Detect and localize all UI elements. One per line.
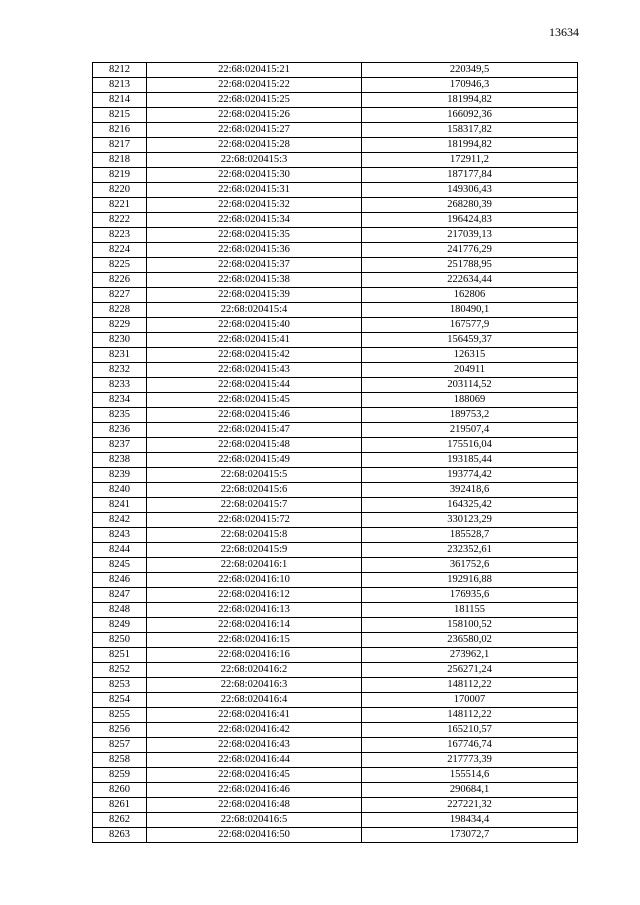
cadastral-number-cell: 22:68:020415:25 bbox=[147, 93, 362, 108]
row-number-cell: 8234 bbox=[93, 393, 147, 408]
cadastral-number-cell: 22:68:020415:46 bbox=[147, 408, 362, 423]
cadastral-number-cell: 22:68:020416:4 bbox=[147, 693, 362, 708]
table-row bbox=[93, 588, 578, 603]
table-row bbox=[93, 378, 578, 393]
row-number-cell: 8255 bbox=[93, 708, 147, 723]
table-row bbox=[93, 348, 578, 363]
row-number-cell: 8229 bbox=[93, 318, 147, 333]
row-number-cell: 8259 bbox=[93, 768, 147, 783]
table-row bbox=[93, 678, 578, 693]
table-row bbox=[93, 828, 578, 843]
cadastral-number-cell: 22:68:020416:14 bbox=[147, 618, 362, 633]
cadastral-number-cell: 22:68:020416:1 bbox=[147, 558, 362, 573]
value-cell: 204911 bbox=[362, 363, 578, 378]
value-cell: 217773,39 bbox=[362, 753, 578, 768]
value-cell: 181155 bbox=[362, 603, 578, 618]
table-row bbox=[93, 243, 578, 258]
value-cell: 251788,95 bbox=[362, 258, 578, 273]
row-number-cell: 8243 bbox=[93, 528, 147, 543]
row-number-cell: 8253 bbox=[93, 678, 147, 693]
table-row bbox=[93, 228, 578, 243]
table-row bbox=[93, 483, 578, 498]
row-number-cell: 8241 bbox=[93, 498, 147, 513]
value-cell: 222634,44 bbox=[362, 273, 578, 288]
row-number-cell: 8217 bbox=[93, 138, 147, 153]
row-number-cell: 8262 bbox=[93, 813, 147, 828]
table-row bbox=[93, 318, 578, 333]
value-cell: 217039,13 bbox=[362, 228, 578, 243]
value-cell: 172911,2 bbox=[362, 153, 578, 168]
row-number-cell: 8222 bbox=[93, 213, 147, 228]
table-row bbox=[93, 768, 578, 783]
cadastral-number-cell: 22:68:020416:41 bbox=[147, 708, 362, 723]
cadastral-number-cell: 22:68:020415:44 bbox=[147, 378, 362, 393]
table-row bbox=[93, 708, 578, 723]
value-cell: 361752,6 bbox=[362, 558, 578, 573]
row-number-cell: 8221 bbox=[93, 198, 147, 213]
value-cell: 290684,1 bbox=[362, 783, 578, 798]
table-row bbox=[93, 513, 578, 528]
value-cell: 189753,2 bbox=[362, 408, 578, 423]
cadastral-number-cell: 22:68:020415:47 bbox=[147, 423, 362, 438]
table-row bbox=[93, 738, 578, 753]
cadastral-number-cell: 22:68:020415:3 bbox=[147, 153, 362, 168]
value-cell: 149306,43 bbox=[362, 183, 578, 198]
row-number-cell: 8239 bbox=[93, 468, 147, 483]
value-cell: 126315 bbox=[362, 348, 578, 363]
row-number-cell: 8244 bbox=[93, 543, 147, 558]
row-number-cell: 8261 bbox=[93, 798, 147, 813]
cadastral-number-cell: 22:68:020416:48 bbox=[147, 798, 362, 813]
value-cell: 155514,6 bbox=[362, 768, 578, 783]
table-row bbox=[93, 393, 578, 408]
cadastral-number-cell: 22:68:020416:2 bbox=[147, 663, 362, 678]
table-row bbox=[93, 423, 578, 438]
value-cell: 167577,9 bbox=[362, 318, 578, 333]
value-cell: 392418,6 bbox=[362, 483, 578, 498]
row-number-cell: 8238 bbox=[93, 453, 147, 468]
table-row bbox=[93, 558, 578, 573]
value-cell: 175516,04 bbox=[362, 438, 578, 453]
table-row bbox=[93, 438, 578, 453]
cadastral-number-cell: 22:68:020415:26 bbox=[147, 108, 362, 123]
table-row bbox=[93, 453, 578, 468]
cadastral-number-cell: 22:68:020415:49 bbox=[147, 453, 362, 468]
row-number-cell: 8258 bbox=[93, 753, 147, 768]
value-cell: 148112,22 bbox=[362, 678, 578, 693]
cadastral-number-cell: 22:68:020415:28 bbox=[147, 138, 362, 153]
row-number-cell: 8230 bbox=[93, 333, 147, 348]
value-cell: 193774,42 bbox=[362, 468, 578, 483]
value-cell: 256271,24 bbox=[362, 663, 578, 678]
value-cell: 196424,83 bbox=[362, 213, 578, 228]
table-row bbox=[93, 648, 578, 663]
value-cell: 170946,3 bbox=[362, 78, 578, 93]
cadastral-number-cell: 22:68:020415:41 bbox=[147, 333, 362, 348]
row-number-cell: 8252 bbox=[93, 663, 147, 678]
table-row bbox=[93, 333, 578, 348]
cadastral-number-cell: 22:68:020415:4 bbox=[147, 303, 362, 318]
table-row bbox=[93, 153, 578, 168]
row-number-cell: 8236 bbox=[93, 423, 147, 438]
table-row bbox=[93, 78, 578, 93]
cadastral-number-cell: 22:68:020415:8 bbox=[147, 528, 362, 543]
cadastral-number-cell: 22:68:020416:42 bbox=[147, 723, 362, 738]
row-number-cell: 8254 bbox=[93, 693, 147, 708]
table-row bbox=[93, 123, 578, 138]
value-cell: 187177,84 bbox=[362, 168, 578, 183]
table-row bbox=[93, 198, 578, 213]
table-row bbox=[93, 108, 578, 123]
value-cell: 219507,4 bbox=[362, 423, 578, 438]
cadastral-number-cell: 22:68:020415:42 bbox=[147, 348, 362, 363]
row-number-cell: 8246 bbox=[93, 573, 147, 588]
table-row bbox=[93, 723, 578, 738]
row-number-cell: 8226 bbox=[93, 273, 147, 288]
cadastral-number-cell: 22:68:020416:43 bbox=[147, 738, 362, 753]
table-row bbox=[93, 543, 578, 558]
cadastral-number-cell: 22:68:020416:46 bbox=[147, 783, 362, 798]
row-number-cell: 8220 bbox=[93, 183, 147, 198]
cadastral-number-cell: 22:68:020415:38 bbox=[147, 273, 362, 288]
table-row bbox=[93, 633, 578, 648]
value-cell: 173072,7 bbox=[362, 828, 578, 843]
row-number-cell: 8232 bbox=[93, 363, 147, 378]
row-number-cell: 8257 bbox=[93, 738, 147, 753]
value-cell: 330123,29 bbox=[362, 513, 578, 528]
value-cell: 198434,4 bbox=[362, 813, 578, 828]
table-row bbox=[93, 408, 578, 423]
row-number-cell: 8247 bbox=[93, 588, 147, 603]
cadastral-number-cell: 22:68:020415:7 bbox=[147, 498, 362, 513]
table-row bbox=[93, 603, 578, 618]
table-row bbox=[93, 498, 578, 513]
value-cell: 166092,36 bbox=[362, 108, 578, 123]
row-number-cell: 8215 bbox=[93, 108, 147, 123]
cadastral-number-cell: 22:68:020415:36 bbox=[147, 243, 362, 258]
value-cell: 236580,02 bbox=[362, 633, 578, 648]
row-number-cell: 8231 bbox=[93, 348, 147, 363]
value-cell: 181994,82 bbox=[362, 138, 578, 153]
row-number-cell: 8251 bbox=[93, 648, 147, 663]
cadastral-number-cell: 22:68:020415:32 bbox=[147, 198, 362, 213]
value-cell: 181994,82 bbox=[362, 93, 578, 108]
table-row bbox=[93, 258, 578, 273]
row-number-cell: 8218 bbox=[93, 153, 147, 168]
table-row bbox=[93, 753, 578, 768]
cadastral-number-cell: 22:68:020415:6 bbox=[147, 483, 362, 498]
value-cell: 164325,42 bbox=[362, 498, 578, 513]
cadastral-number-cell: 22:68:020415:43 bbox=[147, 363, 362, 378]
cadastral-number-cell: 22:68:020416:15 bbox=[147, 633, 362, 648]
table-row bbox=[93, 363, 578, 378]
row-number-cell: 8219 bbox=[93, 168, 147, 183]
row-number-cell: 8249 bbox=[93, 618, 147, 633]
cadastral-number-cell: 22:68:020416:12 bbox=[147, 588, 362, 603]
table-row bbox=[93, 783, 578, 798]
value-cell: 170007 bbox=[362, 693, 578, 708]
value-cell: 165210,57 bbox=[362, 723, 578, 738]
row-number-cell: 8256 bbox=[93, 723, 147, 738]
row-number-cell: 8248 bbox=[93, 603, 147, 618]
table-row bbox=[93, 288, 578, 303]
row-number-cell: 8240 bbox=[93, 483, 147, 498]
value-cell: 220349,5 bbox=[362, 63, 578, 78]
table-row bbox=[93, 813, 578, 828]
table-row bbox=[93, 183, 578, 198]
cadastral-value-table bbox=[92, 62, 578, 843]
value-cell: 268280,39 bbox=[362, 198, 578, 213]
row-number-cell: 8227 bbox=[93, 288, 147, 303]
cadastral-number-cell: 22:68:020415:27 bbox=[147, 123, 362, 138]
table-row bbox=[93, 63, 578, 78]
value-cell: 148112,22 bbox=[362, 708, 578, 723]
row-number-cell: 8242 bbox=[93, 513, 147, 528]
cadastral-number-cell: 22:68:020415:5 bbox=[147, 468, 362, 483]
table-row bbox=[93, 168, 578, 183]
cadastral-number-cell: 22:68:020415:72 bbox=[147, 513, 362, 528]
row-number-cell: 8213 bbox=[93, 78, 147, 93]
cadastral-number-cell: 22:68:020415:40 bbox=[147, 318, 362, 333]
value-cell: 158317,82 bbox=[362, 123, 578, 138]
cadastral-number-cell: 22:68:020416:13 bbox=[147, 603, 362, 618]
row-number-cell: 8228 bbox=[93, 303, 147, 318]
cadastral-number-cell: 22:68:020416:5 bbox=[147, 813, 362, 828]
table-row bbox=[93, 303, 578, 318]
cadastral-number-cell: 22:68:020415:21 bbox=[147, 63, 362, 78]
table-row bbox=[93, 528, 578, 543]
row-number-cell: 8250 bbox=[93, 633, 147, 648]
row-number-cell: 8225 bbox=[93, 258, 147, 273]
table-row bbox=[93, 663, 578, 678]
value-cell: 185528,7 bbox=[362, 528, 578, 543]
cadastral-number-cell: 22:68:020415:37 bbox=[147, 258, 362, 273]
page-number: 13634 bbox=[549, 25, 579, 39]
value-cell: 241776,29 bbox=[362, 243, 578, 258]
value-cell: 192916,88 bbox=[362, 573, 578, 588]
value-cell: 273962,1 bbox=[362, 648, 578, 663]
table-body bbox=[93, 63, 578, 843]
cadastral-number-cell: 22:68:020415:48 bbox=[147, 438, 362, 453]
cadastral-number-cell: 22:68:020415:30 bbox=[147, 168, 362, 183]
cadastral-number-cell: 22:68:020416:3 bbox=[147, 678, 362, 693]
value-cell: 176935,6 bbox=[362, 588, 578, 603]
cadastral-number-cell: 22:68:020416:44 bbox=[147, 753, 362, 768]
value-cell: 232352,61 bbox=[362, 543, 578, 558]
table-row bbox=[93, 138, 578, 153]
value-cell: 167746,74 bbox=[362, 738, 578, 753]
row-number-cell: 8212 bbox=[93, 63, 147, 78]
table-row bbox=[93, 798, 578, 813]
cadastral-number-cell: 22:68:020415:34 bbox=[147, 213, 362, 228]
cadastral-number-cell: 22:68:020415:35 bbox=[147, 228, 362, 243]
table-row bbox=[93, 573, 578, 588]
cadastral-number-cell: 22:68:020415:9 bbox=[147, 543, 362, 558]
cadastral-number-cell: 22:68:020416:16 bbox=[147, 648, 362, 663]
cadastral-number-cell: 22:68:020415:39 bbox=[147, 288, 362, 303]
cadastral-number-cell: 22:68:020416:10 bbox=[147, 573, 362, 588]
row-number-cell: 8263 bbox=[93, 828, 147, 843]
table-row bbox=[93, 468, 578, 483]
row-number-cell: 8223 bbox=[93, 228, 147, 243]
row-number-cell: 8233 bbox=[93, 378, 147, 393]
cadastral-number-cell: 22:68:020415:45 bbox=[147, 393, 362, 408]
value-cell: 162806 bbox=[362, 288, 578, 303]
row-number-cell: 8237 bbox=[93, 438, 147, 453]
cadastral-number-cell: 22:68:020415:22 bbox=[147, 78, 362, 93]
row-number-cell: 8216 bbox=[93, 123, 147, 138]
value-cell: 156459,37 bbox=[362, 333, 578, 348]
row-number-cell: 8260 bbox=[93, 783, 147, 798]
value-cell: 193185,44 bbox=[362, 453, 578, 468]
row-number-cell: 8214 bbox=[93, 93, 147, 108]
table-row bbox=[93, 93, 578, 108]
cadastral-number-cell: 22:68:020415:31 bbox=[147, 183, 362, 198]
table-row bbox=[93, 618, 578, 633]
cadastral-number-cell: 22:68:020416:45 bbox=[147, 768, 362, 783]
cadastral-number-cell: 22:68:020416:50 bbox=[147, 828, 362, 843]
table-row bbox=[93, 213, 578, 228]
value-cell: 180490,1 bbox=[362, 303, 578, 318]
value-cell: 227221,32 bbox=[362, 798, 578, 813]
table-row bbox=[93, 273, 578, 288]
row-number-cell: 8235 bbox=[93, 408, 147, 423]
table-row bbox=[93, 693, 578, 708]
row-number-cell: 8224 bbox=[93, 243, 147, 258]
value-cell: 158100,52 bbox=[362, 618, 578, 633]
value-cell: 188069 bbox=[362, 393, 578, 408]
row-number-cell: 8245 bbox=[93, 558, 147, 573]
value-cell: 203114,52 bbox=[362, 378, 578, 393]
